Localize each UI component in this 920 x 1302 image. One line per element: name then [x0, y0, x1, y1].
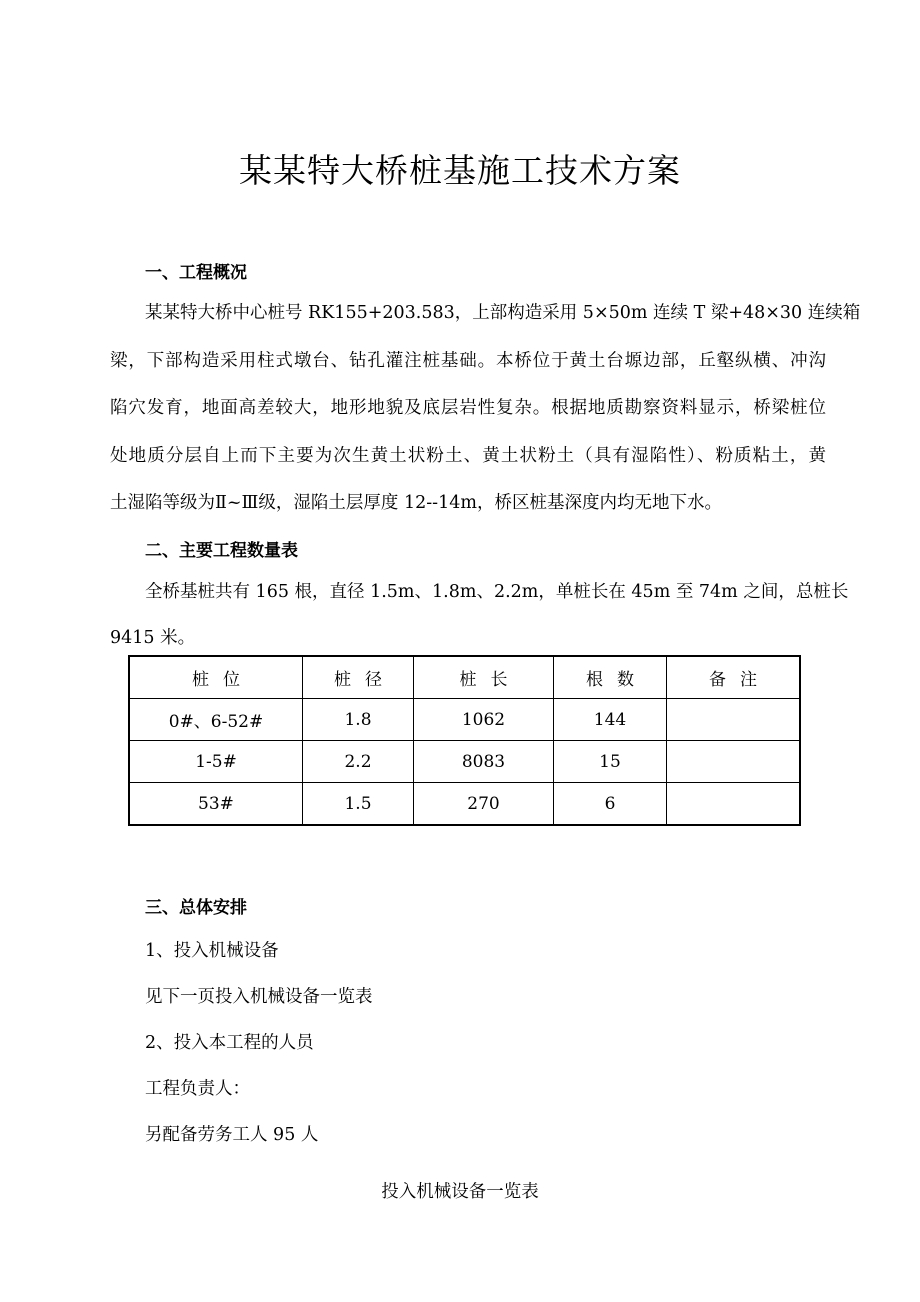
table-row [129, 783, 800, 826]
paragraph-line: 9415 米。 [110, 628, 196, 648]
cell-pile-diameter: 1.8 [303, 699, 414, 741]
header-pile-count: 根数 [554, 656, 667, 699]
table-row [129, 699, 800, 741]
header-pile-length: 桩长 [414, 656, 554, 699]
cell-pile-position: 53# [129, 783, 303, 826]
cell-pile-length: 8083 [414, 741, 554, 783]
cell-pile-length: 1062 [414, 699, 554, 741]
pile-quantity-table [128, 655, 801, 826]
item-1-heading: 1、投入机械设备 [145, 941, 279, 961]
item-2-text-manager: 工程负责人： [145, 1079, 250, 1099]
paragraph-line: 处地质分层自上而下主要为次生黄土状粉土、黄土状粉土（具有湿陷性）、粉质粘土，黄 [110, 445, 826, 466]
cell-pile-diameter: 2.2 [303, 741, 414, 783]
item-2-heading: 2、投入本工程的人员 [145, 1033, 314, 1053]
equipment-table-caption: 投入机械设备一览表 [381, 1182, 539, 1202]
section-1-heading: 一、工程概况 [145, 263, 247, 283]
document-title: 某某特大桥桩基施工技术方案 [239, 151, 681, 190]
item-2-text-workers: 另配备劳务工人 95 人 [145, 1125, 319, 1145]
paragraph-line: 某某特大桥中心桩号 RK155+203.583，上部构造采用 5×50m 连续 T 梁+48×30 连续箱 [145, 303, 861, 323]
paragraph-line: 陷穴发育，地面高差较大，地形地貌及底层岩性复杂。根据地质勘察资料显示，桥梁桩位 [110, 398, 826, 418]
cell-remarks [667, 783, 801, 826]
cell-pile-position: 1-5# [129, 741, 303, 783]
header-pile-position: 桩位 [129, 656, 303, 699]
cell-remarks [667, 699, 801, 741]
cell-pile-count: 6 [554, 783, 667, 826]
cell-pile-position: 0#、6-52# [129, 699, 303, 741]
cell-pile-count: 144 [554, 699, 667, 741]
paragraph-line: 梁，下部构造采用柱式墩台、钻孔灌注桩基础。本桥位于黄土台塬边部，丘壑纵横、冲沟 [110, 350, 826, 371]
item-1-text: 见下一页投入机械设备一览表 [145, 987, 373, 1007]
paragraph-line: 土湿陷等级为Ⅱ~Ⅲ级，湿陷土层厚度 12--14m，桥区桩基深度内均无地下水。 [110, 493, 722, 513]
header-pile-diameter: 桩径 [303, 656, 414, 699]
section-1-paragraph [110, 301, 861, 539]
paragraph-line: 全桥基桩共有 165 根，直径 1.5m、1.8m、2.2m，单桩长在 45m 至 74m 之间，总桩长 [145, 582, 849, 602]
header-remarks: 备注 [667, 656, 801, 699]
cell-remarks [667, 741, 801, 783]
section-3-heading: 三、总体安排 [145, 898, 247, 918]
table-header-row [129, 656, 800, 699]
cell-pile-length: 270 [414, 783, 554, 826]
cell-pile-count: 15 [554, 741, 667, 783]
cell-pile-diameter: 1.5 [303, 783, 414, 826]
section-2-heading: 二、主要工程数量表 [145, 541, 298, 561]
table-row [129, 741, 800, 783]
